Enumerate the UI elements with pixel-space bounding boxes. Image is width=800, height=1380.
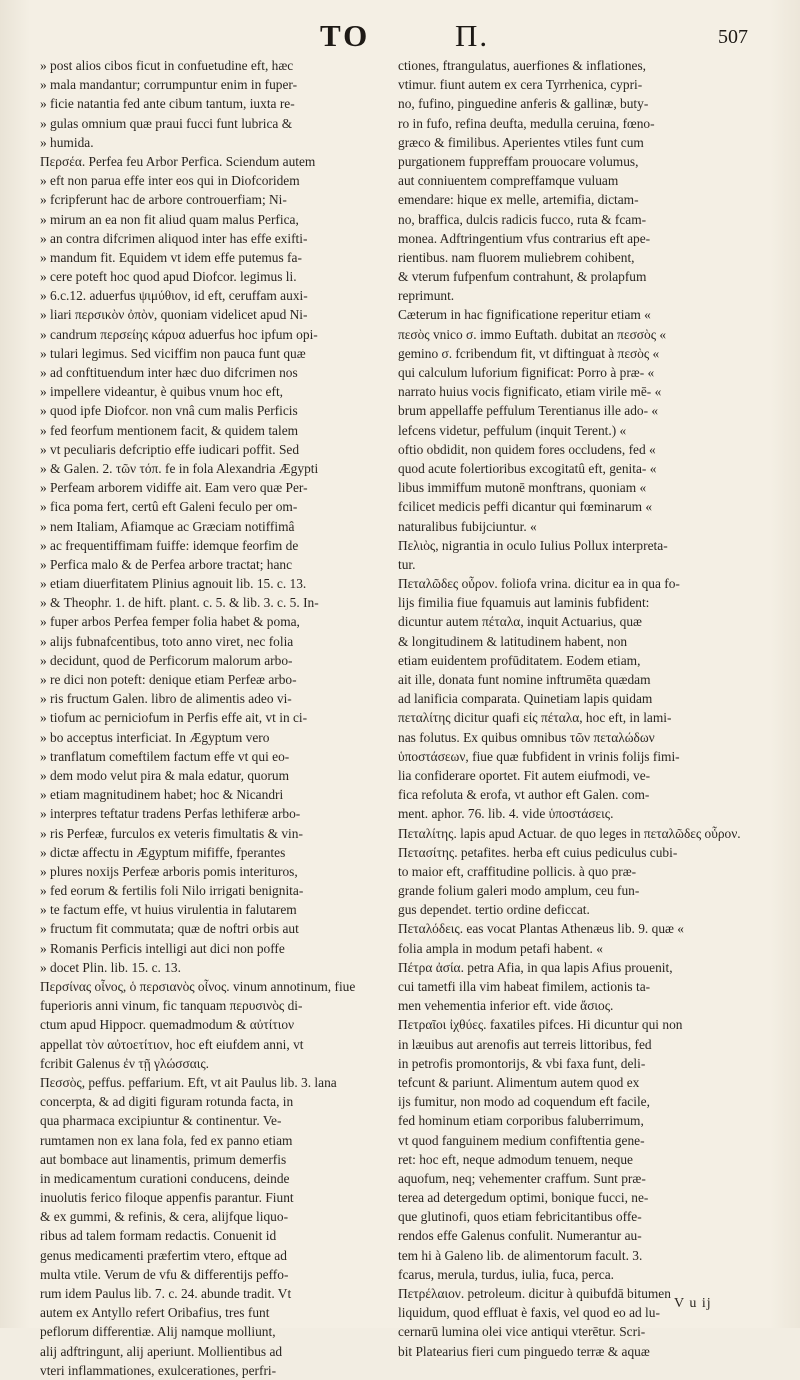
left-text-column: [40, 56, 380, 1380]
text-line: terea ad detergedum optimi, bonique fucci, ne-: [398, 1190, 649, 1206]
text-line: » Romanis Perficis intelligi aut dici non poffe: [40, 940, 285, 956]
text-line: ad lanificia comparata. Quinetiam lapis quidam: [398, 691, 653, 707]
text-line: ro in fufo, refina deufta, medulla ceruina, fœno-: [398, 115, 655, 131]
text-line: & vterum fufpenfum contrahunt, & prolapfum: [398, 269, 647, 285]
text-line: Πεταλῶδες οὖρον. foliofa vrina. dicitur ea in qua fo-: [398, 576, 680, 592]
text-line: qua pharmaca excipiuntur & continentur. Ve-: [40, 1113, 282, 1129]
text-line: πεσὸς vnico σ. immo Euftath. dubitat an πεσσὸς «: [398, 326, 667, 342]
text-line: Πελιὸς, nigrantia in oculo Iulius Pollux interpreta-: [398, 537, 668, 553]
text-line: Πεταλόδεις. eas vocat Plantas Athenæus lib. 9. quæ «: [398, 921, 684, 937]
text-line: etiam euidentem profūditatem. Eodem etiam,: [398, 652, 641, 668]
text-line: » mandum fit. Equidem vt idem effe putemus fa-: [40, 249, 302, 265]
text-line: tefcunt & pariunt. Alimentum autem quod ex: [398, 1074, 640, 1090]
text-line: » decidunt, quod de Perficorum malorum arbo-: [40, 652, 293, 668]
text-line: fica refoluta & erofa, vt author eft Galen. com-: [398, 787, 650, 803]
text-line: » dem modo velut pira & mala edatur, quorum: [40, 767, 289, 783]
text-line: » alijs fubnafcentibus, toto anno viret, nec folia: [40, 633, 294, 649]
text-line: » an contra difcrimen aliquod inter has effe exifti-: [40, 230, 308, 246]
text-line: vteri inflammationes, exulcerationes, perfri-: [40, 1362, 277, 1378]
text-line: » & Theophr. 1. de hift. plant. c. 5. & lib. 3. c. 5. In-: [40, 595, 319, 611]
text-line: emendare: hique ex melle, artemifia, dictam-: [398, 192, 639, 208]
text-line: » re dici non poteft: denique etiam Perfeæ arbo-: [40, 672, 297, 687]
text-line: rientibus. nam fluorem muliebrem cohibent,: [398, 249, 635, 265]
text-line: fcilicet medicis peffi dicantur qui fœminarum «: [398, 499, 653, 515]
text-line: Πεσσὸς, peffus. peffarium. Eft, vt ait Paulus lib. 3. lana: [40, 1074, 337, 1090]
text-line: » liari περσικὸν ὀπὸν, quoniam videlicet apud Ni-: [40, 307, 308, 323]
text-line: lefcens videtur, peffulum (inquit Terent.) «: [398, 422, 627, 438]
text-line: men vehementia inferior eft. vide ἄσιος.: [398, 998, 614, 1014]
text-line: peflorum differentiæ. Alij namque molliunt,: [40, 1324, 276, 1340]
text-line: » plures noxijs Perfeæ arboris pomis interituros,: [40, 863, 298, 879]
text-line: Πετρέλαιον. petroleum. dicitur à quibufdā bitumen: [398, 1286, 671, 1301]
text-line: » fructum fit commutata; quæ de noftri orbis aut: [40, 921, 299, 937]
text-line: » fica poma fert, certû eft Galeni feculo per om-: [40, 499, 298, 515]
text-line: naturalibus fubijciuntur. «: [398, 518, 537, 534]
text-line: gemino σ. fcribendum fit, vt diftinguat à πεσὸς «: [398, 345, 660, 361]
text-line: rum idem Paulus lib. 7. c. 24. abunde tradit. Vt: [40, 1286, 292, 1301]
text-line: vtimur. fiunt autem ex cera Tyrrhenica, cypri-: [398, 77, 643, 93]
text-line: » tulari legimus. Sed viciffim non pauca funt quæ: [40, 345, 306, 361]
text-line: » humida.: [40, 134, 94, 150]
text-line: Cæterum in hac fignificatione reperitur etiam «: [398, 307, 651, 323]
text-line: » ris Perfeæ, furculos ex veteris fimultatis & vin-: [40, 825, 303, 841]
text-line: lia confiderare oportet. Fit autem eiufmodi, ve-: [398, 767, 651, 783]
text-line: vt quod fanguinem medium confiftentia gene-: [398, 1132, 645, 1148]
text-line: » nem Italiam, Afiamque ac Græciam notiffimâ: [40, 518, 295, 534]
text-line: oftio obdidit, non quidem fores occludens, fed «: [398, 441, 656, 457]
text-line: bit Platearius fieri cum pinguedo terræ & aquæ: [398, 1343, 650, 1359]
text-line: rumtamen non ex lana fola, fed ex panno etiam: [40, 1132, 293, 1148]
text-line: » etiam magnitudinem habet; hoc & Nicandri: [40, 787, 284, 803]
text-line: que glutinofi, quos etiam febricitantibus offe-: [398, 1209, 642, 1225]
text-line: Πεταλίτης. lapis apud Actuar. de quo leges in πεταλῶδες οὖρον.: [398, 825, 741, 841]
text-line: » impellere videantur, è quibus vnum hoc eft,: [40, 384, 284, 400]
text-line: in læuibus aut arenofis aut terreis littoribus, fed: [398, 1036, 652, 1052]
text-line: » cere poteft hoc quod apud Diofcor. legimus li.: [40, 269, 297, 285]
text-line: no, fufino, pinguedine anferis & gallinæ, buty-: [398, 96, 649, 112]
text-line: » tranflatum comeftilem factum effe vt qui eo-: [40, 748, 290, 764]
text-line: » fed feorfum mentionem facit, & quidem talem: [40, 422, 299, 438]
text-line: tur.: [398, 556, 416, 572]
text-line: » eft non parua effe inter eos qui in Diofcoridem: [40, 173, 300, 189]
text-line: in petrofis promontorijs, & vbi faxa funt, deli-: [398, 1055, 646, 1071]
text-line: » tiofum ac perniciofum in Perfis effe ait, vt in ci-: [40, 710, 308, 726]
text-line: aquofum, neq; vehementer craffum. Sunt præ-: [398, 1170, 646, 1186]
text-line: Πέτρα ἀσία. petra Afia, in qua lapis Afius prouenit,: [398, 959, 673, 975]
text-line: aut bombace aut linamentis, primum demerfis: [40, 1151, 287, 1167]
text-line: » candrum περσείης κάρυα aduerfus hoc ipfum opi-: [40, 326, 318, 342]
text-line: græco & fimilibus. Aperientes vtiles funt cum: [398, 134, 644, 150]
text-line: appellat τὸν αὐτοετίτιον, hoc eft eiufdem anni, vt: [40, 1036, 304, 1052]
text-line: » post alios cibos ficut in confuetudine eft, hæc: [40, 58, 294, 73]
text-line: rendos effe Galenus confulit. Numerantur au-: [398, 1228, 642, 1244]
text-line: Πετραῖοι ἰχθύες. faxatiles pifces. Hi dicuntur qui non: [398, 1017, 683, 1033]
text-line: cernarū lumina olei vice antiqui vterētur. Scri-: [398, 1324, 646, 1340]
text-line: no, braffica, dulcis radicis fucco, ruta & fcam-: [398, 211, 647, 227]
text-line: qui calculum luforium fignificat: Porro à præ- «: [398, 365, 655, 380]
page-number: 507: [718, 26, 748, 48]
text-line: dicuntur autem πέταλα, inquit Actuarius, quæ: [398, 614, 642, 630]
text-line: » & Galen. 2. τῶν τόπ. fe in fola Alexandria Ægypti: [40, 460, 319, 476]
text-line: » fed eorum & fertilis foli Nilo irrigati benignita-: [40, 883, 304, 899]
header-letters-right: П.: [455, 18, 490, 53]
text-line: » mala mandantur; corrumpuntur enim in fuper-: [40, 77, 298, 93]
text-line: genus medicamenti præfertim vtero, eftque ad: [40, 1247, 287, 1263]
text-line: Περσέα. Perfea feu Arbor Perfica. Sciendum autem: [40, 153, 316, 169]
text-line: » interpres teftatur tradens Perfas lethiferæ arbo-: [40, 806, 301, 822]
text-line: autem ex Antyllo refert Oribafius, tres funt: [40, 1305, 270, 1321]
text-line: monea. Adftringentium vfus contrarius eft ape-: [398, 230, 651, 246]
text-line: » ad conftituendum inter hæc duo difcrimen nos: [40, 365, 298, 380]
text-line: reprimunt.: [398, 288, 455, 304]
text-line: fcribit Galenus ἐν τῇ γλώσσαις.: [40, 1055, 209, 1071]
text-line: folia ampla in modum petafi habent. «: [398, 940, 603, 956]
text-line: ret: hoc eft, neque admodum tenuem, neque: [398, 1151, 633, 1167]
text-line: » dictæ affectu in Ægyptum mififfe, fperantes: [40, 844, 286, 860]
text-line: ijs fumitur, non modo ad coquendum eft facile,: [398, 1094, 650, 1110]
text-line: & longitudinem & latitudinem habent, non: [398, 633, 628, 649]
text-line: fuperioris anni vinum, fic tanquam περυσινὸς di-: [40, 998, 303, 1014]
text-line: cui tametfi illa vim habeat fimilem, actionis ta-: [398, 979, 651, 994]
text-line: grande folium galeri modo amplum, ceu fun-: [398, 883, 640, 899]
text-line: & ex gummi, & refinis, & cera, alijfque liquo-: [40, 1209, 289, 1225]
text-line: gus dependet. tertio ordine deficcat.: [398, 902, 590, 918]
text-line: » ris fructum Galen. libro de alimentis adeo vi-: [40, 691, 292, 707]
text-line: » fcripferunt hac de arbore controuerfiam; Ni-: [40, 192, 287, 208]
text-line: fcarus, merula, turdus, iulia, fuca, perca.: [398, 1266, 615, 1282]
text-line: » Perfica malo & de Perfea arbore tractat; hanc: [40, 556, 293, 572]
text-line: alij adftringunt, alij aperiunt. Mollientibus ad: [40, 1343, 283, 1359]
text-line: ctiones, ftrangulatus, auerfiones & inflationes,: [398, 58, 647, 73]
text-line: lijs fimilia fiue fquamuis aut laminis fubfident:: [398, 595, 650, 611]
text-line: in medicamentum curationi conducens, deinde: [40, 1170, 290, 1186]
text-line: » quod ipfe Diofcor. non vnâ cum malis Perficis: [40, 403, 298, 419]
text-line: purgationem fuppreffam prouocare volumus,: [398, 153, 639, 169]
text-line: aut conniuentem compreffamque vuluam: [398, 173, 619, 189]
text-line: fed hominum etiam corporibus faluberrimum,: [398, 1113, 644, 1129]
text-line: » docet Plin. lib. 15. c. 13.: [40, 959, 181, 975]
header-letters-left: TO: [320, 18, 371, 53]
text-line: ctum apud Hippocr. quemadmodum & αὐτίτιον: [40, 1017, 295, 1033]
text-line: » gulas omnium quæ praui fucci funt lubrica &: [40, 115, 293, 131]
text-line: » fuper arbos Perfea femper folia habet & poma,: [40, 614, 300, 630]
text-line: ὑποστάσεων, fiue quæ fubfident in vrinis folijs fimi-: [398, 748, 680, 764]
text-line: Περσίνας οἶνος, ὁ περσιανὸς οἶνος. vinum annotinum, fiue: [40, 979, 356, 994]
text-line: ribus ad talem formam redactis. Conuenit id: [40, 1228, 277, 1244]
signature-mark: V u ij: [674, 1296, 712, 1311]
text-line: nas folutus. Ex quibus omnibus τῶν πεταλώδων: [398, 729, 655, 745]
text-line: ait ille, donata funt nomine inftrumēta quædam: [398, 672, 651, 687]
text-line: libus immiffum mutonē monftrans, quoniam «: [398, 480, 647, 496]
text-line: ment. aphor. 76. lib. 4. vide ὑποστάσεις.: [398, 806, 614, 822]
text-line: » Perfeam arborem vidiffe ait. Eam vero quæ Per-: [40, 480, 308, 496]
text-line: » te factum effe, vt huius virulentia in falutarem: [40, 902, 297, 918]
text-line: » vt peculiaris defcriptio effe iudicari poffit. Sed: [40, 441, 300, 457]
text-line: concerpta, & ad digiti figuram rotunda facta, in: [40, 1094, 294, 1110]
text-line: » 6.c.12. aduerfus ψιμύθιον, id eft, ceruffam auxi-: [40, 288, 308, 304]
text-line: » ficie natantia fed ante cibum tantum, iuxta re-: [40, 96, 295, 112]
text-line: Πετασίτης. petafites. herba eft cuius pediculus cubi-: [398, 844, 678, 860]
text-line: multa vtile. Verum de vfu & differentijs peffo-: [40, 1266, 289, 1282]
text-line: » ac frequentiffimam fuiffe: idemque feorfim de: [40, 537, 299, 553]
text-line: brum appellaffe peffulum Terentianus ille ado- «: [398, 403, 659, 419]
text-line: to maior eft, craffitudine pollicis. à quo præ-: [398, 863, 637, 879]
text-line: liquidum, quod effluat è faxis, vel quod eo ad lu-: [398, 1305, 660, 1321]
text-line: πεταλίτης dicitur quafi εἰς πέταλα, hoc eft, in lami-: [398, 710, 672, 726]
right-text-column: [398, 56, 776, 1361]
text-line: » etiam diuerfitatem Plinius agnouit lib. 15. c. 13.: [40, 576, 307, 592]
running-header: [0, 18, 800, 58]
text-line: quod acute folertioribus excogitatû eft, genita- «: [398, 460, 657, 476]
text-line: narrato huius vocis fignificato, etiam virile mē- «: [398, 384, 662, 400]
text-line: » mirum an ea non fit aliud quam malus Perfica,: [40, 211, 299, 227]
text-line: » bo acceptus interficiat. In Ægyptum vero: [40, 729, 270, 745]
text-line: tem hi à Galeno lib. de alimentorum facult. 3.: [398, 1247, 643, 1263]
text-line: inuolutis ferico filoque appenfis parantur. Fiunt: [40, 1190, 294, 1206]
